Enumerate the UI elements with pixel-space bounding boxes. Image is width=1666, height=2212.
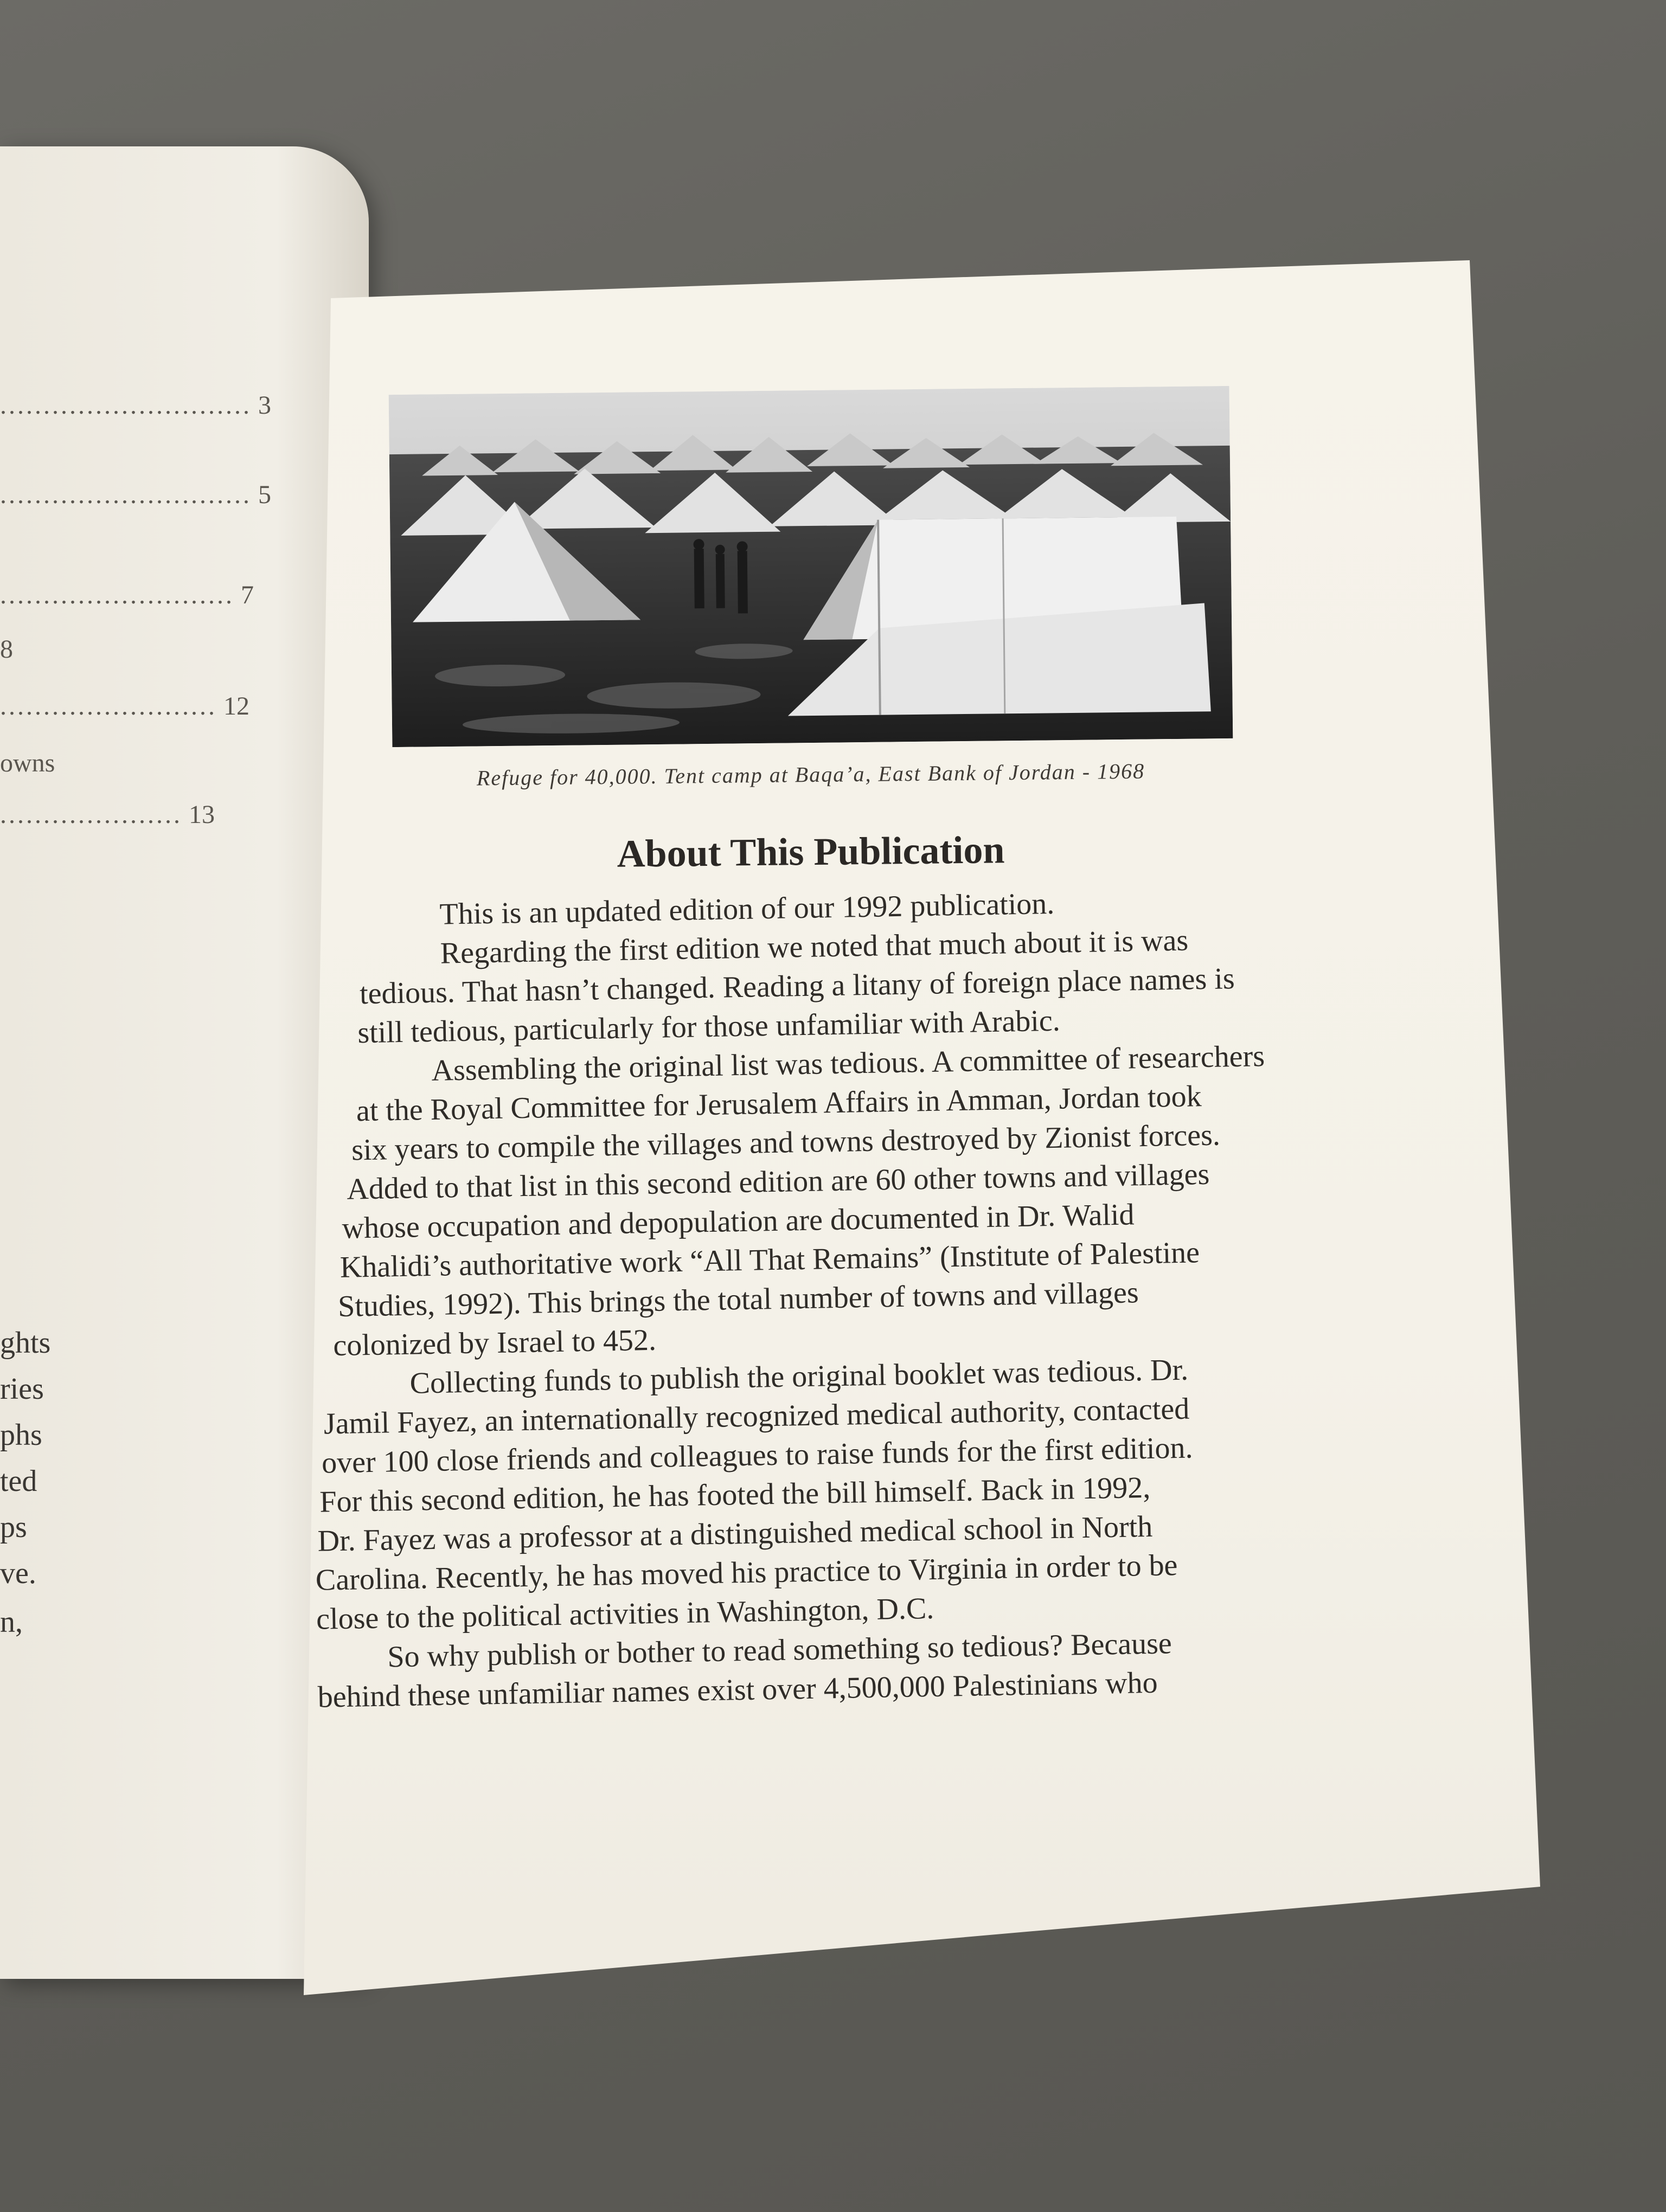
text-line: six years to compile the villages and towns destroyed by Zionist forces. [351,1118,1221,1167]
toc-page-number: 8 [0,635,13,664]
text-line: over 100 close friends and colleagues to raise funds for the first edition. [321,1431,1193,1480]
margin-text-fragment: n, [0,1605,23,1639]
toc-entry: ..................... 13 [0,800,215,829]
toc-page-number: 5 [258,480,271,509]
page-title: About This Publication [617,828,1005,876]
text-line: This is an updated edition of our 1992 publication. [439,886,1055,931]
toc-entry-text [0,748,55,778]
margin-text-fragment: ted [0,1464,37,1498]
text-line: So why publish or bother to read something so tedious? Because [387,1626,1172,1674]
text-line: Khalidi’s authoritative work “All That Remains” (Institute of Palestine [339,1236,1200,1284]
text-line: Jamil Fayez, an internationally recognized medical authority, contacted [323,1392,1190,1441]
toc-entry: ......................... 12 [0,692,249,721]
text-line: Assembling the original list was tedious. A committee of researchers [431,1039,1265,1088]
toc-page-number: 13 [189,800,215,829]
toc-entry [0,634,13,664]
margin-text-fragment: ghts [0,1326,51,1360]
margin-text-fragment: ries [0,1372,44,1406]
body-text [304,879,1359,1716]
text-line: behind these unfamiliar names exist over 4,500,000 Palestinians who [317,1666,1158,1714]
text-line: whose occupation and depopulation are documented in Dr. Walid [342,1198,1135,1245]
text-line: tedious. That hasn’t changed. Reading a litany of foreign place names is [359,962,1235,1011]
photo-caption: Refuge for 40,000. Tent camp at Baqa’a, East Bank of Jordan - 1968 [476,758,1145,790]
text-line: Regarding the first edition we noted that much about it is was [440,923,1189,970]
text-line: For this second edition, he has footed the bill himself. Back in 1992, [319,1470,1151,1519]
text-line: Studies, 1992). This brings the total number of towns and villages [337,1276,1139,1324]
text-line: Carolina. Recently, he has moved his practice to Virginia in order to be [315,1548,1178,1597]
text-line: close to the political activities in Washington, D.C. [316,1591,934,1636]
text-line: still tedious, particularly for those unfamiliar with Arabic. [357,1004,1061,1050]
margin-text-fragment: phs [0,1418,42,1452]
toc-page-number: 3 [258,391,271,420]
margin-text-fragment: ve. [0,1557,36,1590]
text-line: Added to that list in this second edition are 60 other towns and villages [346,1157,1210,1206]
toc-page-number: 12 [223,692,249,721]
margin-text-fragment: ps [0,1510,27,1544]
toc-entry: ........................... 7 [0,581,254,609]
toc-entry: ............................. 5 [0,480,271,509]
toc-entry: ............................. 3 [0,391,271,420]
tent-camp-photo [389,386,1233,747]
toc-title-fragment: owns [0,749,55,777]
tent-camp-photo-image [389,386,1233,747]
toc-page-number: 7 [241,581,254,609]
text-line: Dr. Fayez was a professor at a distinguished medical school in North [317,1509,1153,1558]
text-line: colonized by Israel to 452. [332,1323,657,1363]
text-line: at the Royal Committee for Jerusalem Affairs in Amman, Jordan took [356,1079,1202,1128]
text-line: Collecting funds to publish the original booklet was tedious. Dr. [409,1353,1189,1400]
